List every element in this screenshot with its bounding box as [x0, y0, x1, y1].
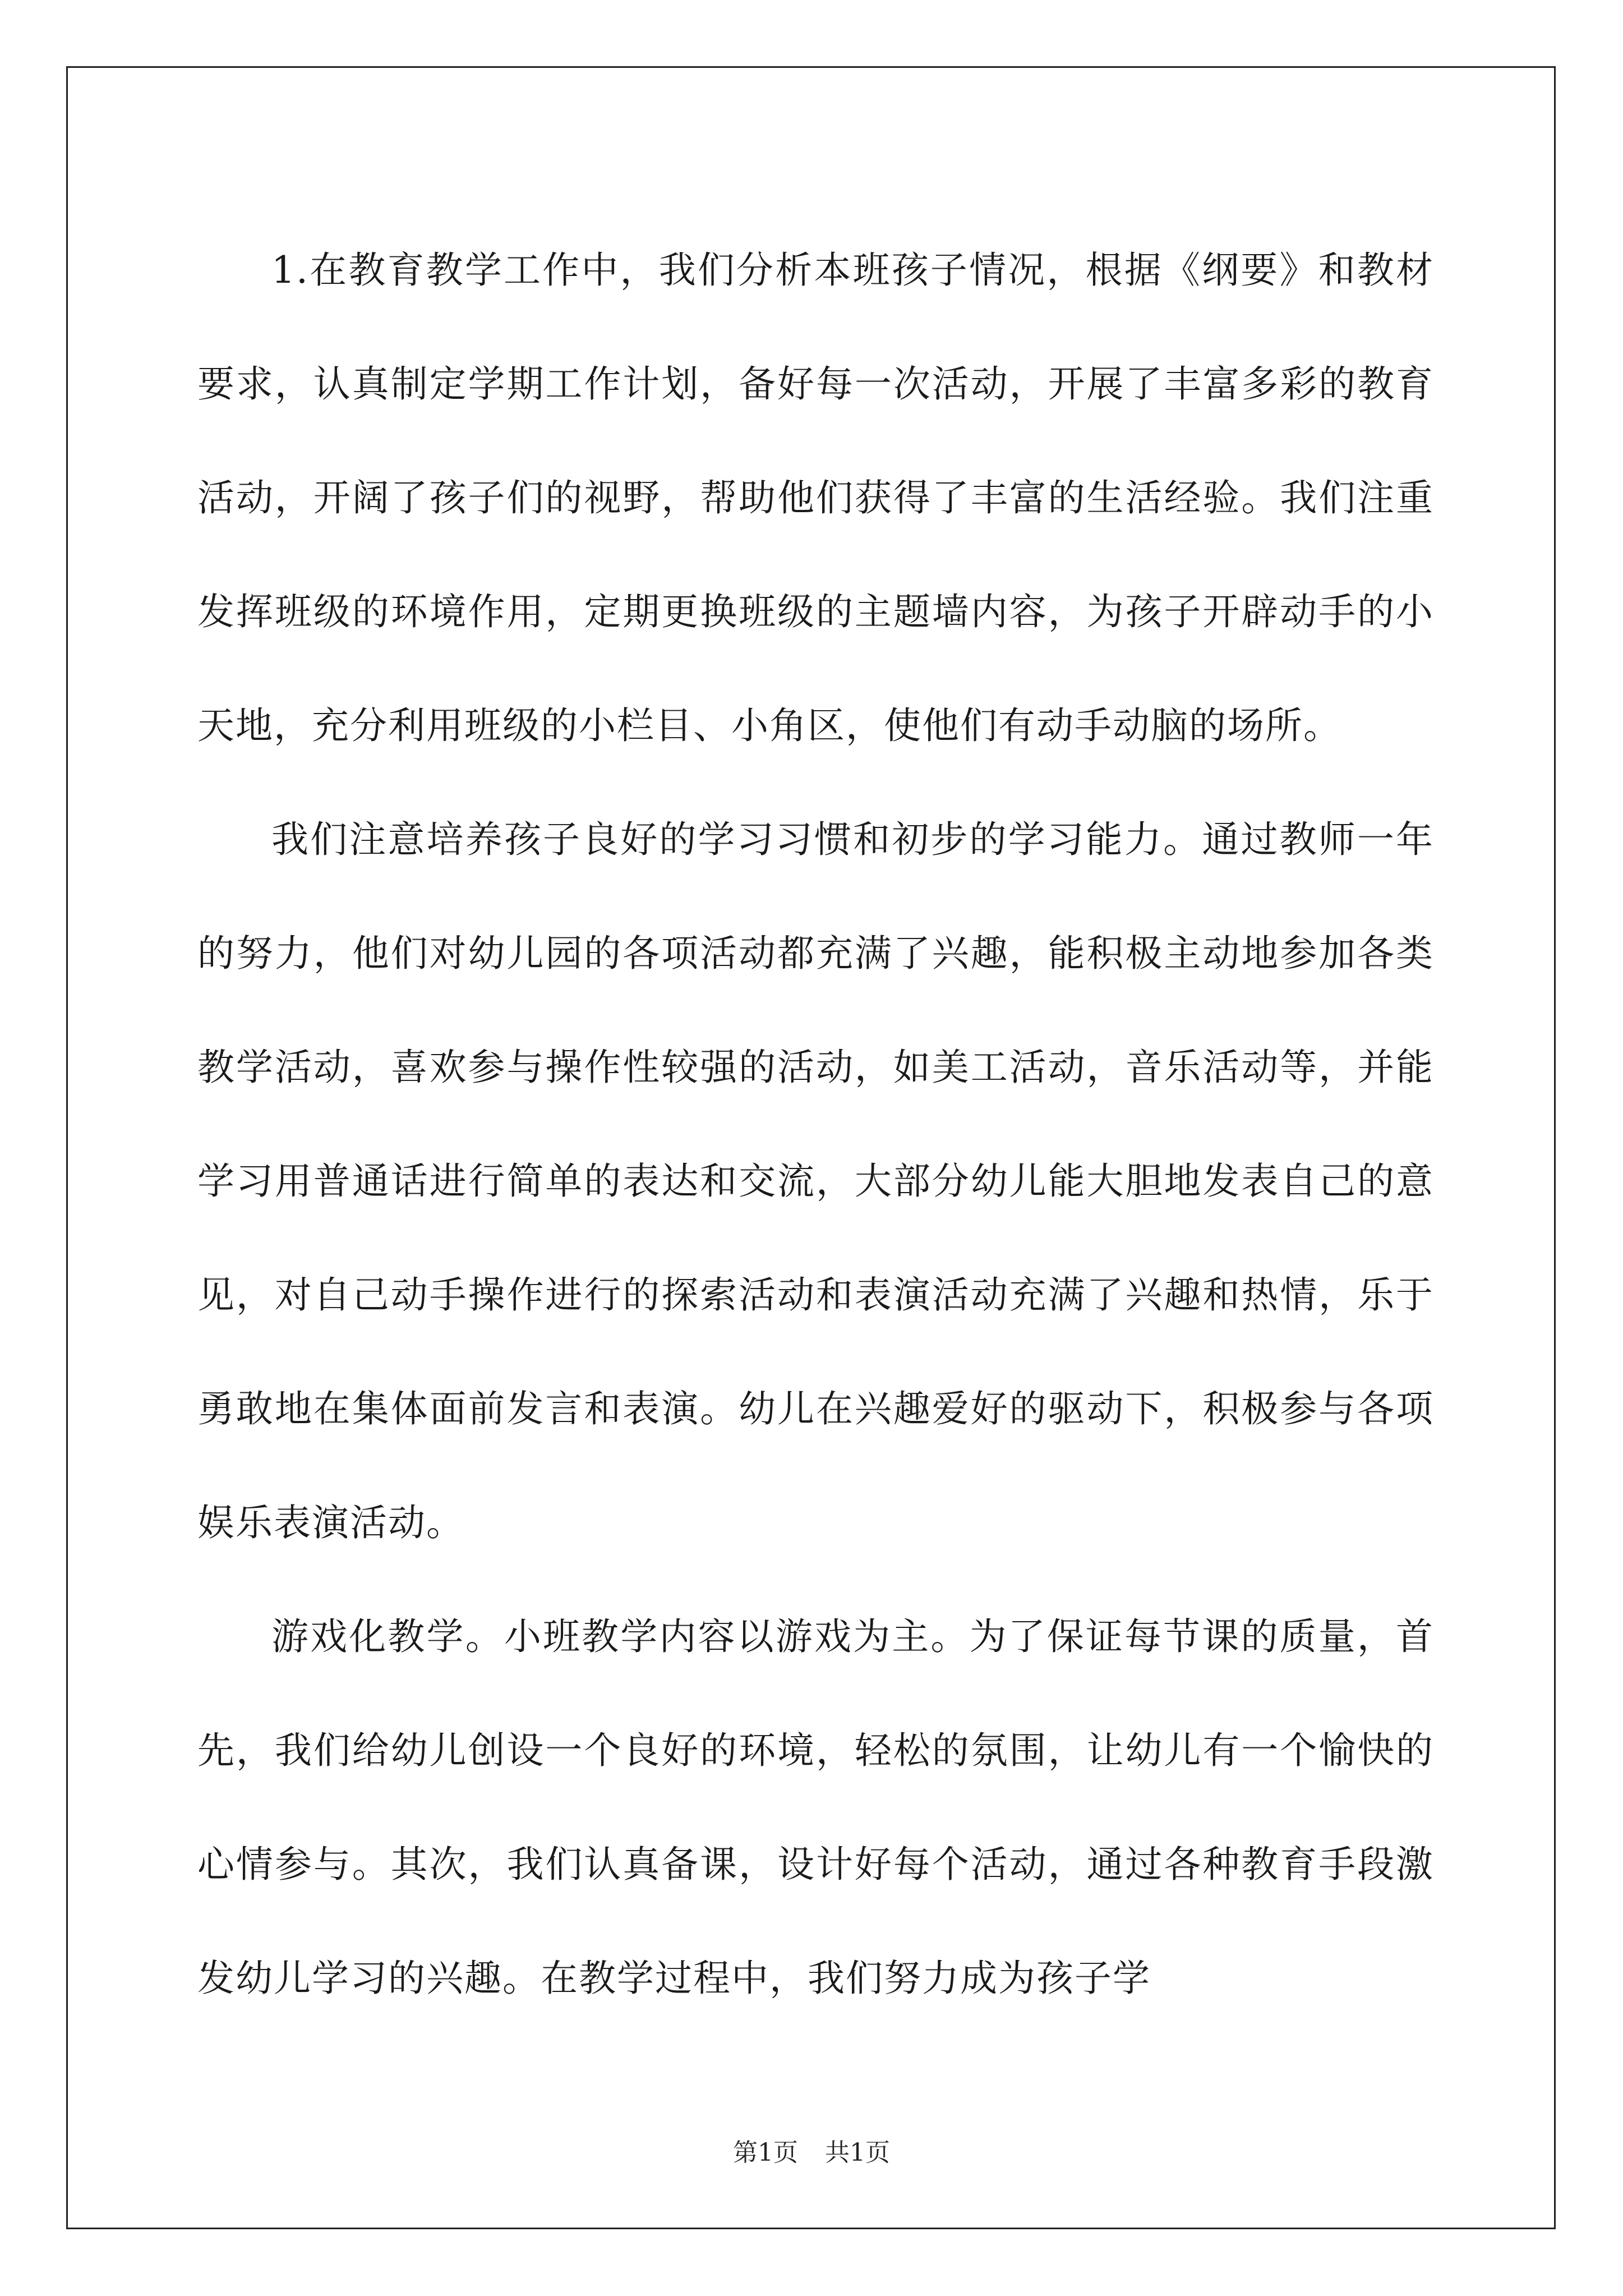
paragraph-2: 我们注意培养孩子良好的学习习惯和初步的学习能力。通过教师一年的努力，他们对幼儿园的各项活动都充满了兴趣，能积极主动地参加各类教学活动，喜欢参与操作性较强的活动，如美工活动，音乐活动等，并能学习用普通话进行简单的表达和交流，大部分幼儿能大胆地发表自己的意见，对自己动手操作进行的探索活动和表演活动充满了兴趣和热情，乐于勇敢地在集体面前发言和表演。幼儿在兴趣爱好的驱动下，积极参与各项娱乐表演活动。 — [197, 818, 1434, 1544]
document-body — [197, 213, 1434, 2035]
page-footer — [0, 2136, 1623, 2170]
page-number-current: 第1页 — [733, 2138, 798, 2167]
page-number-total: 共1页 — [825, 2138, 890, 2167]
paragraph-3: 游戏化教学。小班教学内容以游戏为主。为了保证每节课的质量，首先，我们给幼儿创设一个良好的环境，轻松的氛围，让幼儿有一个愉快的心情参与。其次，我们认真备课，设计好每个活动，通过各种教育手段激发幼儿学习的兴趣。在教学过程中，我们努力成为孩子学 — [197, 1615, 1434, 2000]
paragraph-1: 1.在教育教学工作中，我们分析本班孩子情况，根据《纲要》和教材要求，认真制定学期工作计划，备好每一次活动，开展了丰富多彩的教育活动，开阔了孩子们的视野，帮助他们获得了丰富的生活经验。我们注重发挥班级的环境作用，定期更换班级的主题墙内容，为孩子开辟动手的小天地，充分利用班级的小栏目、小角区，使他们有动手动脑的场所。 — [197, 249, 1434, 747]
